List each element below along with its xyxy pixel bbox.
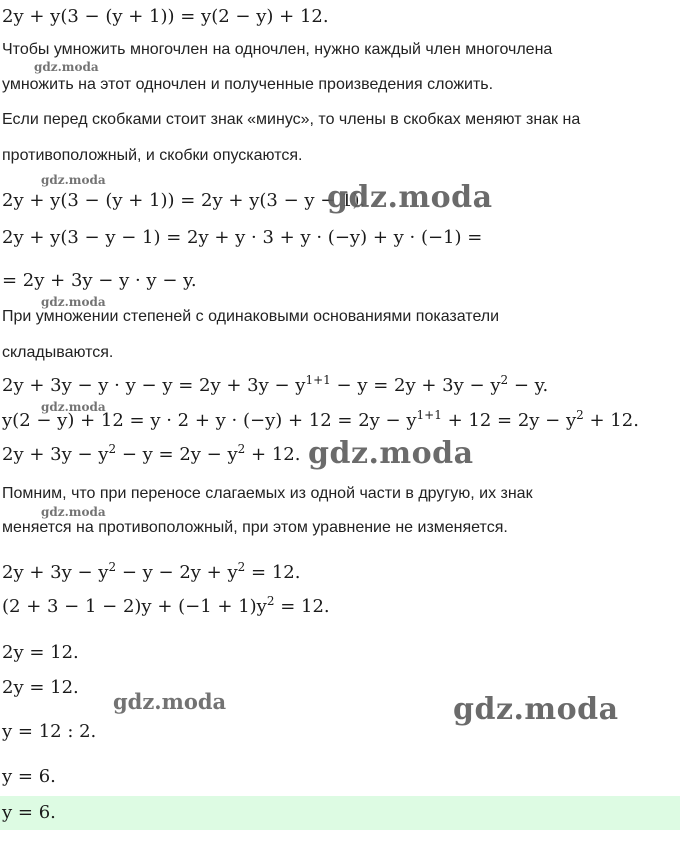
watermark: gdz.moda [308, 436, 474, 471]
answer-line: y = 6. [2, 802, 56, 823]
text-line: Чтобы умножить многочлен на одночлен, нужно каждый член многочлена [2, 41, 553, 58]
text-line: меняется на противоположный, при этом уравнение не изменяется. [2, 519, 508, 536]
text-line: Помним, что при переносе слагаемых из одной части в другую, их знак [2, 485, 533, 502]
answer-highlight [0, 796, 680, 830]
watermark: gdz.moda [327, 180, 493, 215]
equation-line: 2y + y(3 − (y + 1)) = 2y + y(3 − y − 1). [2, 190, 366, 211]
equation-line: = 2y + 3y − y · y − y. [2, 270, 197, 291]
equation-line: $2y + 3y - y^2 - y = 2y - y^2 + 12$. [2, 442, 301, 465]
text-line: Если перед скобками стоит знак «минус», то члены в скобках меняют знак на [2, 111, 581, 128]
equation-line: 2y = 12. [2, 642, 79, 663]
equation-line: y = 6. [2, 766, 56, 787]
equation-line: $(2 + 3 - 1 - 2)y + (-1 + 1)y^2 = 12$. [2, 594, 330, 617]
equation-line: $2y + 3y - y^2 - y - 2y + y^2 = 12$. [2, 560, 301, 583]
watermark: gdz.moda [41, 295, 106, 309]
equation-line: $2y + 3y - y \cdot y - y = 2y + 3y - y^{1+1} - y = 2y + 3y - y^2 - y$. [2, 373, 549, 396]
watermark: gdz.moda [41, 400, 106, 414]
equation-line: 2y + y(3 − (y + 1)) = y(2 − y) + 12. [2, 6, 329, 27]
text-line: противоположный, и скобки опускаются. [2, 147, 303, 164]
watermark: gdz.moda [41, 173, 106, 187]
watermark: gdz.moda [453, 692, 619, 727]
equation-line: 2y + y(3 − y − 1) = 2y + y · 3 + y · (−y) + y · (−1) = [2, 227, 483, 248]
watermark: gdz.moda [113, 689, 227, 714]
equation-line: 2y = 12. [2, 677, 79, 698]
text-line: умножить на этот одночлен и полученные произведения сложить. [2, 76, 494, 93]
equation-line: $y(2 - y) + 12 = y \cdot 2 + y \cdot (-y) + 12 = 2y - y^{1+1} + 12 = 2y - y^2 + 12$. [2, 408, 639, 431]
equation-line: y = 12 : 2. [2, 721, 97, 742]
text-line: При умножении степеней с одинаковыми основаниями показатели [2, 308, 500, 325]
watermark: gdz.moda [34, 60, 99, 74]
watermark: gdz.moda [41, 505, 106, 519]
text-line: складываются. [2, 344, 114, 361]
